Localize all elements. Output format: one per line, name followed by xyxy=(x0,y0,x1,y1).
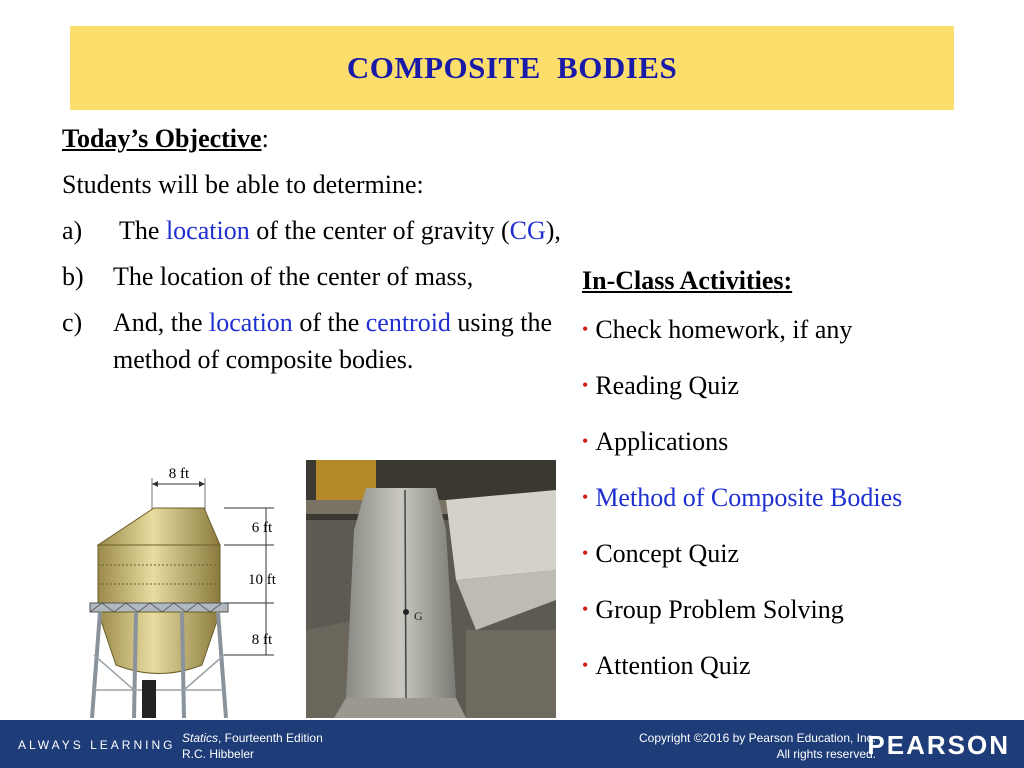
objective-item-marker: a) xyxy=(62,216,83,245)
bullet-icon: • xyxy=(582,543,589,563)
copyright-text: Copyright ©2016 by Pearson Education, Inc. xyxy=(639,731,876,745)
objective-item-text: of the xyxy=(292,308,366,337)
book-title: Statics xyxy=(182,731,219,745)
activities-block xyxy=(582,266,1012,705)
slide-title: COMPOSITE BODIES xyxy=(346,50,678,85)
objective-item-c xyxy=(62,304,562,378)
bullet-icon: • xyxy=(582,319,589,339)
bullet-icon: • xyxy=(582,599,589,619)
highlight-cg: CG xyxy=(509,216,546,245)
footer-copyright xyxy=(639,730,876,762)
objective-item-text: using the method of composite bodies. xyxy=(113,308,553,374)
activity-item-label: Check homework, if any xyxy=(595,315,853,344)
activity-item xyxy=(582,537,1012,593)
pearson-logo: PEARSON xyxy=(867,730,1010,760)
footer-bar xyxy=(0,720,1024,768)
footer-book-info xyxy=(182,730,323,762)
water-tower-figure xyxy=(84,460,294,718)
objective-item-text: The xyxy=(113,216,166,245)
width-label: 8 ft xyxy=(168,466,190,482)
title-bar xyxy=(70,26,954,110)
activity-item xyxy=(582,313,1012,369)
activity-item xyxy=(582,481,1012,537)
bullet-icon: • xyxy=(582,487,589,507)
objective-intro: Students will be able to determine: xyxy=(62,170,424,199)
objective-block xyxy=(62,120,562,378)
dim-label-roof: 6 ft xyxy=(251,520,273,536)
bullet-icon: • xyxy=(582,431,589,451)
book-author: R.C. Hibbeler xyxy=(182,747,255,761)
objective-item-text: of the center of gravity ( xyxy=(249,216,510,245)
concrete-barrier-photo xyxy=(306,460,556,718)
objective-item-marker: b) xyxy=(62,262,84,291)
activity-item xyxy=(582,369,1012,425)
activities-list xyxy=(582,313,1012,705)
objective-item-text: The location of the center of mass, xyxy=(113,262,474,291)
objective-heading-text: Today’s Objective xyxy=(62,124,262,153)
dim-label-cylinder: 10 ft xyxy=(248,572,276,588)
highlight-location: location xyxy=(165,216,250,245)
objective-item-b xyxy=(62,258,562,295)
objective-item-a xyxy=(62,212,562,249)
highlight-centroid: centroid xyxy=(365,308,451,337)
bullet-icon: • xyxy=(582,375,589,395)
objective-item-marker: c) xyxy=(62,308,83,337)
activity-item-label: Applications xyxy=(595,427,729,456)
objective-heading xyxy=(62,120,562,157)
objective-item-text: ), xyxy=(545,216,561,245)
footer-tagline: ALWAYS LEARNING xyxy=(18,738,176,752)
svg-text:G: G xyxy=(414,609,423,623)
highlight-location: location xyxy=(209,308,293,337)
bullet-icon: • xyxy=(582,655,589,675)
activity-item xyxy=(582,425,1012,481)
book-edition: , Fourteenth Edition xyxy=(218,731,323,745)
activity-item-label: Attention Quiz xyxy=(595,651,751,680)
objective-item-text: And, the xyxy=(113,308,210,337)
activity-item-label: Group Problem Solving xyxy=(595,595,844,624)
activity-item xyxy=(582,649,1012,705)
activity-item-label: Reading Quiz xyxy=(595,371,739,400)
rights-text: All rights reserved. xyxy=(776,747,876,761)
dim-label-bottom: 8 ft xyxy=(251,632,273,648)
activities-heading: In-Class Activities: xyxy=(582,266,793,295)
activity-item xyxy=(582,593,1012,649)
activity-item-label: Concept Quiz xyxy=(595,539,739,568)
activity-item-label: Method of Composite Bodies xyxy=(595,483,903,512)
objective-heading-colon: : xyxy=(261,124,269,153)
